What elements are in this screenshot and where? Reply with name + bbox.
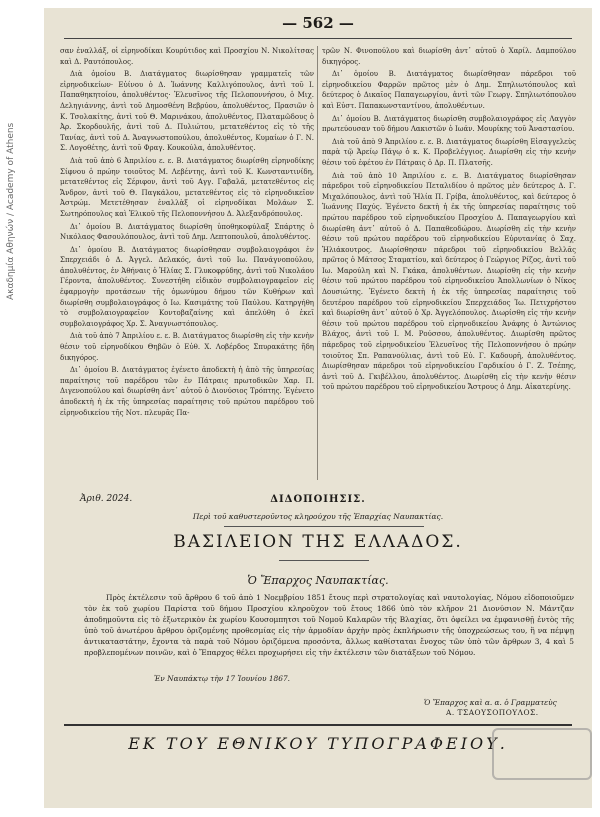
left-column bbox=[60, 46, 314, 420]
signature-name: Α. ΤΣΑΟΥΣΟΠΟΥΛΟΣ. bbox=[446, 708, 539, 717]
right-paragraph: τρῶν Ν. Φινοπούλου καὶ διωρίσθη ἀντ᾽ αὐτοῦ ὁ Χαρίλ. Δαμπούλου δικηγόρος. bbox=[322, 47, 576, 66]
page-number: — 562 — bbox=[282, 14, 354, 32]
divider-rule bbox=[224, 526, 424, 527]
left-paragraph: σαν ἐναλλάξ, οἱ εἰρηνοδίκαι Κουρύτιδος καὶ Προσχίου Ν. Νικολίτσας καὶ Δ. Ραυτόπουλος. bbox=[60, 47, 314, 66]
header-rule bbox=[64, 38, 572, 39]
right-paragraph: Δι᾽ ὁμοίου Β. Διατάγματος διωρίσθη συμβολαιογράφος εἰς Λαγγὸν πρωτεύουσαν τοῦ δήμου Λακιστῶν ὁ Ιωάν. Μουρίκης τοῦ Ἀναστασίου. bbox=[322, 114, 576, 134]
announcement-subtitle: Περὶ τοῦ καθυστεροῦντος κληρούχου τῆς Ἐπαρχίας Ναυπακτίας. bbox=[192, 512, 444, 521]
issuer-title: Ὁ Ἔπαρχος Ναυπακτίας. bbox=[247, 574, 389, 587]
kingdom-title: ΒΑΣΙΛΕΙΟΝ ΤΗΣ ΕΛΛΑΔΟΣ. bbox=[173, 532, 463, 552]
divider-rule bbox=[279, 560, 369, 561]
announcement-heading: ΔΙΔΟΠΟΙΗΣΙΣ. bbox=[270, 494, 366, 505]
printer-line: ΕΚ ΤΟΥ ΕΘΝΙΚΟΥ ΤΥΠΟΓΡΑΦΕΙΟΥ. bbox=[128, 734, 508, 753]
announcement-number: Ἀριθ. 2024. bbox=[80, 494, 133, 504]
left-paragraph: Δι᾽ ὁμοίου Β. Διατάγματος διωρίσθη ὑποθηκοφύλαξ Σπάρτης ὁ Νικόλαος Φασουλόπουλος, ἀντὶ τοῦ Δημ. Λεπτοπουλοῦ, ἀπολυθέντος. bbox=[60, 222, 314, 242]
footer-rule bbox=[64, 724, 572, 726]
left-paragraph: Διὰ τοῦ ἀπὸ 6 Ἀπριλίου ε. ε. Β. Διατάγματος διωρίσθη εἰρηνοδίκης Σίφνου ὁ πρώην τοιοῦτος Μ. Λεβέντης, ἀντὶ τοῦ Κ. Κωνσταντινίδη, μετατεθέντος εἰς Σέριφον, ἀντὶ τοῦ Αγγ. Γαβαλᾶ, μετατεθέντος εἰς Ἄνδρον, ἀντὶ τοῦ Θ. Παγκάλου, μετατεθέντος εἰς τὸ εἰρηνοδικεῖον Ἀστρώμ. Μετετέθησαν ἐναλλὰξ οἱ εἰρηνοδίκαι Μολάων Σ. Σωτηρόπουλος καὶ Ἐλικοῦ τῆς Πελοποννήσου Δ. Ἀλεξανδρόπουλος. bbox=[60, 156, 314, 218]
left-paragraph: Διὰ τοῦ ἀπὸ 7 Ἀπριλίου ε. ε. Β. Διατάγματος διωρίσθη εἰς τὴν κενὴν θέσιν τοῦ εἰρηνοδίκου Θηβῶν ὁ Εὐθ. Χ. Λοβέρδος Σπυρακάτης ἤδη δικηγόρος. bbox=[60, 332, 314, 362]
document-page bbox=[44, 8, 592, 808]
right-column bbox=[322, 46, 576, 395]
column-divider bbox=[317, 46, 318, 480]
sidebar-watermark: Ακαδημία Αθηνών / Academy of Athens bbox=[6, 122, 16, 300]
left-paragraph: Διὰ ὁμοίου Β. Διατάγματος διωρίσθησαν γραμματεῖς τῶν εἰρηνοδικείων· Εὐίνου ὁ Δ. Ἰωάννης Καλλιγόπουλος, ἀντὶ τοῦ Ι. Παπαθηκητοίου, ἀπολυθέντος· Ἐλευσῖνος τῆς Πελοποννήσου, ὁ Μιχ. Δεληγιάννης, ἀντὶ τοῦ Δημοσθένη Βεβρύου, ἀπολυθέντος, Πρασιῶν ὁ Κ. Τσολακίτης, ἀντὶ τοῦ Θ. Μαρινάκου, ἀπολυθέντος, Πλαταμῶδους ὁ Ἀρ. Σκορδουλῆς, ἀντὶ τοῦ Δ. Πυλιώτου, μετατεθέντος εἰς τὸ τῆς Τανίας, ἀντὶ τοῦ Δ. Ἀναγνωστοπούλου, ἀπολυθέντος, Κυμαίων ὁ Γ. Ν. Σ. Λογοθέτης, ἀντὶ τοῦ Φραγ. Κουκούλα, ἀπολυθέντος. bbox=[60, 70, 314, 153]
announcement-date: Ἐν Ναυπάκτῳ τὴν 17 Ἰουνίου 1867. bbox=[154, 674, 291, 683]
library-stamp bbox=[492, 728, 592, 780]
signature-role: Ὁ Ἔπαρχος καὶ α. α. ὁ Γραμματεὺς bbox=[424, 698, 557, 707]
left-paragraph: Δι᾽ ὁμοίου Β. Διατάγματος ἐγένετο ἀποδεκτὴ ἡ ἀπὸ τῆς ὑπηρεσίας παραίτησις τοῦ παρέδρου τῶν ἐν Πάτραις πρωτοδικῶν Χαρ. Π. Διγενοπούλου καὶ διωρίσθη ἀντ᾽ αὐτοῦ ὁ Διονύσιος Τρόπτης. Ἐγένετο ἀποδεκτὴ ἡ ἐκ τῆς ὑπηρεσίας παραίτησις τοῦ πρώτου παρέδρου τοῦ εἰρηνοδικείου τῆς Νοτ. πλευρᾶς Πα- bbox=[60, 366, 314, 417]
right-paragraph: Δι᾽ ὁμοίου Β. Διατάγματος διωρίσθησαν πάρεδροι τοῦ εἰρηνοδικείου Φαρρῶν πρῶτος μὲν ὁ Δημ. Σπηλιωτόπουλος καὶ δεύτερος ὁ Δικαῖος Παπαγεωργίου, ἀντὶ τῶν Γεωργ. Σπηλιωτόπουλου καὶ Εὐστ. Παπακωνσταντίνου, ἀπολυθέντων. bbox=[322, 70, 576, 110]
announcement-text: Πρὸς ἐκτέλεσιν τοῦ ἄρθρου 6 τοῦ ἀπὸ 1 Νοεμβρίου 1851 ἔτους περὶ στρατολογίας καὶ ναυτολογίας, Νόμου εἰδοποιοῦμεν τὸν ἐκ τοῦ χωρίου Παρίστα τοῦ δήμου Προσχίου κληροῦχον τοῦ ἔτους 1866 ὑπὸ τὸν κλῆρον 21 Διονύσιον Ν. Μάντζαν ἀποδημοῦντα εἰς τὸ ἐξωτερικὸν ἐκ χωρίου Κουσομπητσι τοῦ Νομοῦ Καλαρῶν τῆς Βλαχίας, ὅτι ὀφείλει να ἐμφανισθῇ ἐντὸς τῆς ὑπὸ τοῦ ἀνωτέρου ἄρθρου ὁριζομένης προθεσμίας εἰς τὴν ἀρμοδίαν ἀρχὴν πρὸς ἐκπλήρωσιν τῆς ὑποχρεώσεως του, ἢ να πέμψῃ ἀντικαταστάτην, ἔχοντα τὰ παρὰ τοῦ Νόμου ὁριζόμενα προσόντα, ἄλλως καθίσταται ἔνοχος τῶν ὑπὸ τῶν ἄρθρων 3, 4 καὶ 5 προβλεπομένων ποινῶν, καὶ ὁ Ἔπαρχος θέλει προχωρήσει εἰς τὴν ἐκτέλεσιν τῶν διατάξεων τοῦ Νόμου. bbox=[84, 593, 574, 657]
right-paragraph: Διὰ τοῦ ἀπὸ 9 Ἀπριλίου ε. ε. Β. Διατάγματος διωρίσθη Εἰσαγγελεὺς παρὰ τῷ Ἀρείῳ Πάγῳ ὁ κ. Κ. Προβελέγγιος. Διωρίσθη εἰς τὴν κενὴν θέσιν τοῦ ἐφέτου ἐν Πάτραις ὁ Δρ. Π. Πλατσῆς. bbox=[322, 137, 576, 167]
announcement-body bbox=[84, 592, 574, 658]
right-paragraph: Διὰ τοῦ ἀπὸ 10 Ἀπριλίου ε. ε. Β. Διατάγματος διωρίσθησαν πάρεδροι τοῦ εἰρηνοδικείου Πεταλιδίου ὁ πρῶτος μὲν δεύτερος Δ. Γ. Μιχαλόπουλος, ἀντὶ τοῦ Ἠλία Π. Γρίβα, ἀπολυθέντος, καὶ δεύτερος ὁ Ἰωάννης Παχύς. Ἐγένετο δεκτὴ ἡ ἐκ τῆς ὑπηρεσίας παραίτησις τοῦ πρώτου παρέδρου τοῦ εἰρηνοδικείου Προσχίου Δ. Παπαγεωργίου καὶ διωρίσθη ἀντ᾽ αὐτοῦ ὁ Δ. Παπαθεοδώρου. Διωρίσθη εἰς τὴν κενὴν θέσιν τοῦ πρώτου παρέδρου τοῦ εἰρηνοδικείου Εὐρυτανίας ὁ Σαχ. Ἠλιάκουτρος. Διωρίσθησαν πάρεδροι τοῦ εἰρηνοδικείου Βελλᾶς πρῶτος ὁ Μάτσος Σταματίου, καὶ δεύτερος ὁ Γεώργιος Ρίζος, ἀντὶ τοῦ Ιω. Μαρούλη καὶ Ν. Γκάκα, ἀπολυθέντων. Διωρίσθη εἰς τὴν κενὴν θέσιν τοῦ πρώτου παρέδρου τοῦ εἰρηνοδικείου Ἀπολλωνίων ὁ Νίκος Δουσιώτης. Ἐγένετο δεκτὴ ἡ ἐκ τῆς ὑπηρεσίας παραίτησις τοῦ δευτέρου παρέδρου τοῦ εἰρηνοδικείου Σπερχειάδος Ἰω. Πετιχρήστου καὶ διωρίσθη ἀντ᾽ αὐτοῦ ὁ Χρ. Ἀγγελόπουλος. Διωρίσθη εἰς τὴν κενὴν θέσιν τοῦ πρώτου παρέδρου τοῦ εἰρηνοδικείου Ἀνάφης ὁ Ἀντώνιος Βλάχος, ἀντὶ τοῦ Ι. Μ. Ρούσσου, ἀπολυθέντος. Διωρίσθη πρῶτος πάρεδρος τοῦ εἰρηνοδικείου Ἐλευσῖνος τῆς Πελοποννήσου ὁ πρώην τοιοῦτος Σπ. Ραπανούλιας, ἀντὶ τοῦ Εὐ. Γ. Καδουρῆ, ἀπολυθέντος. Διωρίσθησαν πάρεδροι τοῦ εἰρηνοδικείου Γαρδικίου ὁ Γ. Ζ. Τσέπης, ἀντὶ τοῦ Δ. Γκιβέλλου, ἀπολυθέντος. Διωρίσθη εἰς τὴν κενὴν θέσιν τοῦ πρώτου παρέδρου τοῦ εἰρηνοδικείου Ἄστρους ὁ Δημ. Αἰκατερίνης. bbox=[322, 171, 576, 392]
left-paragraph: Δι᾽ ὁμοίου Β. Διατάγματος διωρίσθησαν συμβολαιογράφοι ἐν Σπερχειάδι ὁ Δ. Ἀγγελ. Δελακός, ἀντὶ τοῦ Ιω. Πανάγνοπούλου, ἀπολυθέντος, ἐν Ἀθήναις ὁ Ἠλίας Σ. Γλυκοφρύδης, ἀντὶ τοῦ Νικολάου Γέροντα, ἀπολυθέντος. Συνεστήθη εἰδικὸν συμβολαιογραφεῖον εἰς ἐφαρμογὴν προτάσεων τῆς ὁμωνύμου δήμου τῶν Κυθήρων καὶ διωρίσθη συμβολαιογράφος ὁ Ιω. Κασιμάτης τοῦ Παύλου. Κατηργήθη τὸ συμβολαιογραφεῖον Κοντοβαζαίνης καὶ ἀπελύθη ὁ ἐκεῖ συμβολαιογράφος Χρ. Σ. Ἀναγνωστόπουλος. bbox=[60, 245, 314, 328]
